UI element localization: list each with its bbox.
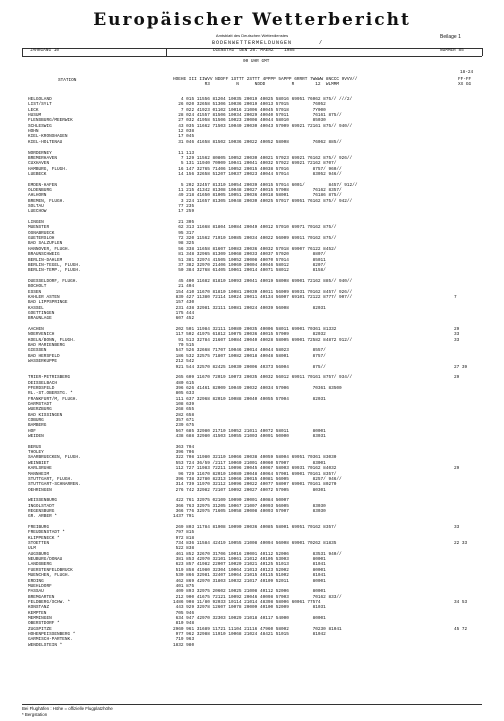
station-name: BOCHOLT xyxy=(28,284,47,290)
station-name: BRAUNLAGE xyxy=(28,316,52,322)
observation-codes: 51 381 32974 41505 10052 20008 40070 57014 85011 xyxy=(173,257,326,263)
station-name: MUENSTER xyxy=(28,225,50,231)
observation-codes: 1486 908 11/80 92033 10114 21014 48398 58006 60061 77574 xyxy=(173,599,321,605)
station-name: HOHN xyxy=(28,129,39,135)
station-name: THOLEY xyxy=(28,450,44,456)
observation-codes: 154 410 11670 81810 10081 20039 40011 56009 69931 70162 8457/ 926// xyxy=(173,289,353,295)
observation-codes: 623 857 41982 22007 10020 21021 40125 51013 81041 xyxy=(173,562,326,568)
station-name: KOELN/BONN, FLUGH. xyxy=(28,337,76,343)
observation-codes: 31 046 41658 81502 10036 20022 40052 58008 76062 885// xyxy=(173,139,342,145)
observation-codes: 3 224 11657 81305 10048 20030 40025 57017 69951 76162 875// 942// xyxy=(173,198,353,204)
observation-codes: 797 815 xyxy=(173,530,195,536)
observation-codes: 1437 791 xyxy=(173,514,195,520)
station-name: BAD SALZUFLEN xyxy=(28,241,63,247)
observation-codes: 396 738 32780 82313 10066 20015 40081 56005 8257/ 946// xyxy=(173,476,342,482)
station-name: KIEL-KRONSHAGEN xyxy=(28,134,68,140)
rule-mid xyxy=(166,48,167,56)
observation-codes: 276 742 32982 72107 10092 20027 40072 57005 80301 xyxy=(173,487,326,493)
observation-codes: 480 615 xyxy=(173,380,195,386)
observation-codes: 212 900 41675 72121 10092 20046 40098 57003 70162 833// xyxy=(173,594,342,600)
observation-codes: 96 729 11670 82010 10080 20048 40064 57001 69901 70161 8357/ xyxy=(173,471,337,477)
station-name: HOHENPEISSENBERG * xyxy=(28,632,76,637)
extra-values: 33 xyxy=(454,332,460,338)
observation-codes: 422 761 32975 02109 10090 20001 40084 50007 xyxy=(173,498,289,504)
station-name: PASSAU xyxy=(28,589,44,595)
extra-values: 33 xyxy=(454,525,460,530)
observation-codes: 567 685 32980 21710 10052 21011 40072 58011 80001 xyxy=(173,428,326,434)
rule-right xyxy=(482,48,483,56)
station-name: BREMEN, FLUGH. xyxy=(28,198,65,204)
observation-codes: 5 202 32457 81310 10054 20039 40015 57014 6001/ 8457/ 912// xyxy=(173,182,358,188)
station-name: MANNHEIM xyxy=(28,471,50,477)
station-name: STUTTGART, FLUGH. xyxy=(28,476,73,482)
observation-codes: 70 515 xyxy=(173,343,195,349)
station-name: STOETTEN xyxy=(28,541,50,547)
station-name: ERDING xyxy=(28,578,44,584)
observation-codes: 175 444 xyxy=(173,311,195,316)
station-name: WENDELSTEIN * xyxy=(28,642,63,648)
station-name: PFERDSFELD xyxy=(28,385,55,391)
station-name: LUECHOW xyxy=(28,209,47,215)
extra-values: 27 39 xyxy=(454,364,468,370)
observation-codes: 734 836 11584 42419 10055 21008 40094 56008 69901 70262 81835 xyxy=(173,541,337,547)
station-name: COBURG xyxy=(28,418,44,423)
extra-values: 29 xyxy=(454,466,460,472)
observation-codes: 396 706 xyxy=(173,450,195,456)
observation-codes: 438 688 32980 41503 10055 21003 40091 50000 83031 xyxy=(173,434,326,440)
station-name: FUERSTENFELDBRUCK xyxy=(28,567,73,573)
station-name: ESSEN xyxy=(28,289,42,295)
observation-codes: 282 658 xyxy=(173,412,195,418)
observation-codes: 462 869 42970 31803 10032 21017 40109 52011 80001 xyxy=(173,578,326,584)
observation-codes: 43 035 11662 71503 10040 20030 40043 57009 69921 72161 875// 940// xyxy=(173,123,353,129)
station-name: WUERZBURG xyxy=(28,407,52,413)
observation-codes: 17 259 xyxy=(173,209,195,215)
station-name: WEINBIET xyxy=(28,460,50,466)
station-name: SOLTAU xyxy=(28,204,44,209)
code-header-line-2: R3 N NDDD R 12 WLMMM xyxy=(173,82,339,87)
rule-bottom xyxy=(22,704,482,705)
station-name: KAHLER ASTEN xyxy=(28,294,60,300)
station-column-header: STATION xyxy=(58,78,77,83)
observation-codes: 357 671 xyxy=(173,418,195,423)
time-range: 18-24 xyxy=(460,70,474,75)
station-name: KARLSRUHE xyxy=(28,466,52,472)
code-header-line-1: HOEHE III IIWVV NDDFF 1STTT 2STTT 4PPPP 5APPP 6RRRT 7WWWW 8NCCC 9VVV// xyxy=(173,77,358,82)
right-header-line-1: FF-FF xyxy=(458,77,472,82)
station-name: HOF xyxy=(28,428,36,434)
station-name: GARMISCH-PARTENK. xyxy=(28,637,73,643)
station-name: DUESSELDORF, FLUGH. xyxy=(28,278,79,284)
station-name: SCHLESWIG xyxy=(28,123,52,129)
station-name: OBERSTDORF * xyxy=(28,621,60,627)
supplement-label: Beilage 1 xyxy=(440,34,461,40)
observation-codes: 231 438 32981 32111 10081 20024 40039 56008 82031 xyxy=(173,305,326,311)
observation-codes: 268 655 xyxy=(173,407,195,413)
station-name: MEMMINGEN xyxy=(28,615,52,621)
station-name: LIST/SYLT xyxy=(28,102,52,108)
observation-codes: 522 838 xyxy=(173,546,195,552)
observation-codes: 705 946 xyxy=(173,610,195,616)
observation-codes: 26 020 32658 51306 10036 20019 40013 57015 76052 xyxy=(173,102,326,108)
table-row xyxy=(0,643,504,649)
station-name: BAD KISSINGEN xyxy=(28,412,63,418)
station-name: LUEBECK xyxy=(28,171,47,177)
observation-codes: 607 452 xyxy=(173,316,195,322)
observation-codes: 5 131 11940 70909 10041 20041 40032 57022 69921 72162 8707/ xyxy=(173,161,337,167)
observation-codes: 91 513 32784 21607 10084 20040 40028 58005 69901 72582 84872 912// xyxy=(173,337,353,343)
observation-codes: 314 739 11970 32112 10096 20022 40077 58007 69901 70161 80270 xyxy=(173,482,337,488)
observation-codes: 401 875 xyxy=(173,583,195,589)
station-name: REGENSBURG xyxy=(28,508,55,514)
observation-codes: 322 708 11980 32110 10066 20038 40059 58004 69951 70361 83030 xyxy=(173,455,337,461)
observation-codes: 265 609 11670 72019 10073 20035 40032 56012 69911 70161 8757/ 934// xyxy=(173,375,353,381)
observation-codes: 62 313 11668 81804 10084 20049 40012 57010 69971 70162 875// xyxy=(173,225,337,231)
station-name: BERUS xyxy=(28,444,42,450)
observation-codes: 530 866 32981 32407 10064 21015 40115 51002 81041 xyxy=(173,573,326,579)
observation-codes: 45 400 11682 81810 10093 20041 40019 58008 69901 72162 885// 940// xyxy=(173,278,353,284)
station-name: BERLIN-TEGEL, FLUGH. xyxy=(28,262,81,268)
station-name: GUETERSLOH xyxy=(28,236,55,242)
extra-values: 34 53 xyxy=(454,599,468,605)
station-name: EMDEN-HAFEN xyxy=(28,182,57,188)
extra-values: 7 xyxy=(454,294,457,300)
station-name: KLIPPENECK * xyxy=(28,535,60,541)
observation-codes: 21 305 xyxy=(173,220,195,226)
observation-codes: 17 045 xyxy=(173,134,195,140)
station-name: AACHEN xyxy=(28,327,44,333)
station-name: LANDSBERG xyxy=(28,562,52,568)
observation-codes: 28 024 41557 81506 10034 20029 40040 57011 76161 875// xyxy=(173,113,342,119)
station-name: BREMGARTEN xyxy=(28,594,55,600)
station-name: WASSERKUPPE xyxy=(28,359,57,365)
observation-codes: 719 963 xyxy=(173,637,195,643)
station-name: BREMERHAVEN xyxy=(28,155,57,161)
observation-codes: 547 526 32668 71707 10046 20014 40044 58023 8557/ xyxy=(173,348,326,354)
station-name: DARMSTADT xyxy=(28,401,52,407)
station-name: BERLIN-DAHLEM xyxy=(28,257,63,263)
station-name: GR. ARBER * xyxy=(28,514,57,520)
station-name: CUXHAVEN xyxy=(28,161,50,167)
observation-codes: 839 427 11380 72114 10024 20011 40134 56007 69101 72122 8777/ 907// xyxy=(173,294,353,300)
publisher-line: Amtsblatt des Deutschen Wetterdienstes xyxy=(215,33,289,38)
rule-left xyxy=(22,48,23,56)
station-name: FLENSBURG/MEERWIK xyxy=(28,118,73,124)
station-name: OLDENBURG xyxy=(28,187,52,193)
observation-codes: 112 727 11983 72211 10096 20045 40067 58003 69931 70162 84032 xyxy=(173,466,337,472)
report-title: Europäischer Wetterbericht xyxy=(93,10,411,30)
station-name: RL.-ST.OBERSTG. * xyxy=(28,391,73,397)
station-name: HELGOLAND xyxy=(28,97,52,102)
observation-codes: 239 675 xyxy=(173,423,195,429)
observation-codes: 921 544 32570 82425 10030 20006 40373 56004 875// xyxy=(173,364,326,370)
station-name: AUGSBURG xyxy=(28,551,50,557)
station-name: KONSTANZ xyxy=(28,605,50,611)
observation-codes: 98 325 xyxy=(173,241,195,247)
station-name: INGOLSTADT xyxy=(28,503,55,509)
station-name: FRANKFURT/M, FLUGH. xyxy=(28,396,79,402)
station-name: BAD LIPPSPRINGE xyxy=(28,300,68,306)
extra-values: 29 xyxy=(454,375,460,381)
extra-values: 45 72 xyxy=(454,626,468,632)
extra-values: 29 xyxy=(454,327,460,333)
tick-mark: / xyxy=(319,40,323,46)
issue-number: NUMMER 85 xyxy=(440,48,464,53)
station-name: OSNABRUECK xyxy=(28,230,55,236)
station-name: HANNOVER, FLUGH. xyxy=(28,246,71,252)
observation-codes: 805 633 xyxy=(173,391,195,397)
observation-codes: 72 320 11562 71910 10085 20034 40022 56009 69911 70162 875// xyxy=(173,236,337,242)
station-name: FREIBURG xyxy=(28,525,50,530)
station-name: BAMBERG xyxy=(28,423,47,429)
observation-codes: 16 147 32765 71406 10052 20015 40038 57016 8757/ 960// xyxy=(173,166,342,172)
observation-codes: 977 962 32988 11910 10068 21024 48421 51015 81042 xyxy=(173,632,326,637)
station-name: SAARBRUECKEN, FLUGH. xyxy=(28,455,81,461)
station-name: BAD HERSFELD xyxy=(28,353,60,359)
station-name: FELDBERG/SCHW. * xyxy=(28,599,71,605)
station-name: LINGEN xyxy=(28,220,44,226)
observation-codes: 7 022 41923 01102 10016 21006 40045 57018 7Y000 xyxy=(173,107,326,113)
observation-codes: 2960 961 31689 11721 11104 21116 47960 58002 70230 81041 xyxy=(173,626,342,632)
observation-codes: 81 348 32965 81309 10068 20033 40037 57020 8807/ xyxy=(173,252,326,258)
station-name: NEUBURG/DONAU xyxy=(28,557,63,563)
station-name: ULM xyxy=(28,546,36,552)
extra-values: 33 xyxy=(454,337,460,343)
section-title: BODENWETTERMELDUNGEN xyxy=(211,40,292,46)
station-name: HUSUM xyxy=(28,113,42,119)
observation-codes: 269 803 11784 81908 10090 20036 40085 58001 69951 70162 8357/ xyxy=(173,525,337,530)
observation-codes: 443 929 32978 12607 10078 20009 40100 52009 81031 xyxy=(173,605,326,611)
observation-codes: 117 502 41975 61812 10075 20036 40015 57009 82032 xyxy=(173,332,326,338)
observation-codes: 396 626 41461 82009 10049 20032 40034 57006 70361 83500 xyxy=(173,385,342,391)
observation-codes: 202 501 11984 32111 10080 20035 40006 58011 69901 70361 81332 xyxy=(173,327,337,333)
observation-codes: 27 032 41958 51506 10023 20008 40044 58010 85030 xyxy=(173,118,326,124)
observation-codes: 4 015 11556 81204 10035 20019 40025 58016 69951 76062 875// ///2/ xyxy=(173,97,353,102)
station-name: BRAUNSCHWEIG xyxy=(28,252,60,258)
observation-codes: 50 384 32768 61405 10061 20014 40071 58012 8158/ xyxy=(173,268,326,274)
station-name: OEHRINGEN xyxy=(28,487,52,493)
station-name: HAMBURG, FLUGH. xyxy=(28,166,68,172)
observation-codes: 186 532 32575 71807 10082 20018 40048 58001 8757/ xyxy=(173,353,326,359)
observation-codes: 366 763 32975 31205 10067 21007 40093 56005 83030 xyxy=(173,503,326,509)
station-name: WEIDEN xyxy=(28,434,44,440)
extra-values: 22 33 xyxy=(454,541,468,547)
observation-codes: 634 947 42970 32303 10029 21018 40117 54000 80001 xyxy=(173,615,326,621)
observation-codes: 77 235 xyxy=(173,204,195,209)
station-name: ZUGSPITZE xyxy=(28,626,52,632)
station-name: KIEL-HOLTENAU xyxy=(28,139,63,145)
station-name: KEMPTEN xyxy=(28,610,47,616)
observation-codes: 972 818 xyxy=(173,535,195,541)
observation-codes: 11 215 41342 81308 10048 20027 40015 57008 76162 8357/ xyxy=(173,187,342,193)
station-name: WEISSENBURG xyxy=(28,498,57,504)
observation-codes: 553 724 36/59 /2117 10060 21001 40060 57007 83001 xyxy=(173,460,326,466)
observation-codes: 37 382 32970 21406 10060 20004 40046 58012 8207/ xyxy=(173,262,326,268)
footnote-airports: Bei Flughäfen : Höhe = offizielle Flugplatzhöhe xyxy=(22,706,113,711)
observation-codes: 363 704 xyxy=(173,444,195,450)
observation-codes: 11 113 xyxy=(173,150,195,156)
observation-codes: 366 776 32975 71605 10058 20008 40093 57007 83030 xyxy=(173,508,326,514)
observation-codes: 810 948 xyxy=(173,621,195,627)
observation-codes: 21 404 xyxy=(173,284,195,290)
station-name: LECK xyxy=(28,107,39,113)
observation-codes: 1832 980 xyxy=(173,642,195,648)
observation-codes: 519 858 41980 32304 10064 21013 40123 52002 80001 xyxy=(173,567,326,573)
observation-codes: 14 156 32658 51207 10037 20023 40044 57014 83052 946// xyxy=(173,171,342,177)
observation-codes: 212 542 xyxy=(173,359,195,365)
rule-second xyxy=(22,56,482,57)
observation-codes: 111 637 32968 82010 10088 20040 40055 57004 82031 xyxy=(173,396,326,402)
station-name: NOERVENICH xyxy=(28,332,55,338)
observation-codes: 56 338 11658 81607 10083 20036 40032 57018 69907 76122 8452/ xyxy=(173,246,337,252)
observation-codes: 95 317 xyxy=(173,230,195,236)
station-name: MUEHLDORF xyxy=(28,583,52,589)
station-name: KASSEL xyxy=(28,305,44,311)
right-header-line-2: XX GG xyxy=(458,82,472,87)
observation-codes: 108 639 xyxy=(173,401,195,407)
station-name: GOETTINGEN xyxy=(28,311,55,316)
station-name: TRIER-PETRISBERG xyxy=(28,375,71,381)
observation-codes: 381 853 42970 32101 10061 21012 40105 53003 80001 xyxy=(173,557,326,563)
observation-codes: 409 893 32975 20602 10025 21008 40112 52006 80001 xyxy=(173,589,326,595)
station-name: GIESSEN xyxy=(28,348,47,354)
station-name: AHLHORN xyxy=(28,193,47,199)
observation-codes: 461 852 32670 31706 10016 20001 40112 52006 83531 940// xyxy=(173,551,342,557)
station-name: NORDERNEY xyxy=(28,150,52,156)
station-name: DEISSELBACH xyxy=(28,380,57,386)
station-name: FREUDENSTADT * xyxy=(28,530,65,536)
observation-codes: 157 430 xyxy=(173,300,195,306)
observation-codes: 12 038 xyxy=(173,129,195,135)
year-label: JAHRGANG 10 xyxy=(30,48,59,53)
station-name: MUENCHEN, FLUGH. xyxy=(28,573,71,579)
time-label: 00 UHR GMT xyxy=(243,59,270,64)
observation-codes: 7 129 11562 80805 10052 20030 40021 57023 69921 76162 875// 926// xyxy=(173,155,353,161)
date-label: DIENSTAG DEN 26. MAERZ 1985 xyxy=(213,48,295,53)
footnote-mountain: * Bergstation xyxy=(22,712,48,717)
observation-codes: 49 218 41650 81005 10051 20036 40018 58001 76186 875// xyxy=(173,193,342,199)
station-name: BERLIN-TEMP., FLUGH. xyxy=(28,268,81,274)
station-name: BAD MARIENBERG xyxy=(28,343,65,349)
station-name: STUTTGART-SCHNARREN. xyxy=(28,482,81,488)
